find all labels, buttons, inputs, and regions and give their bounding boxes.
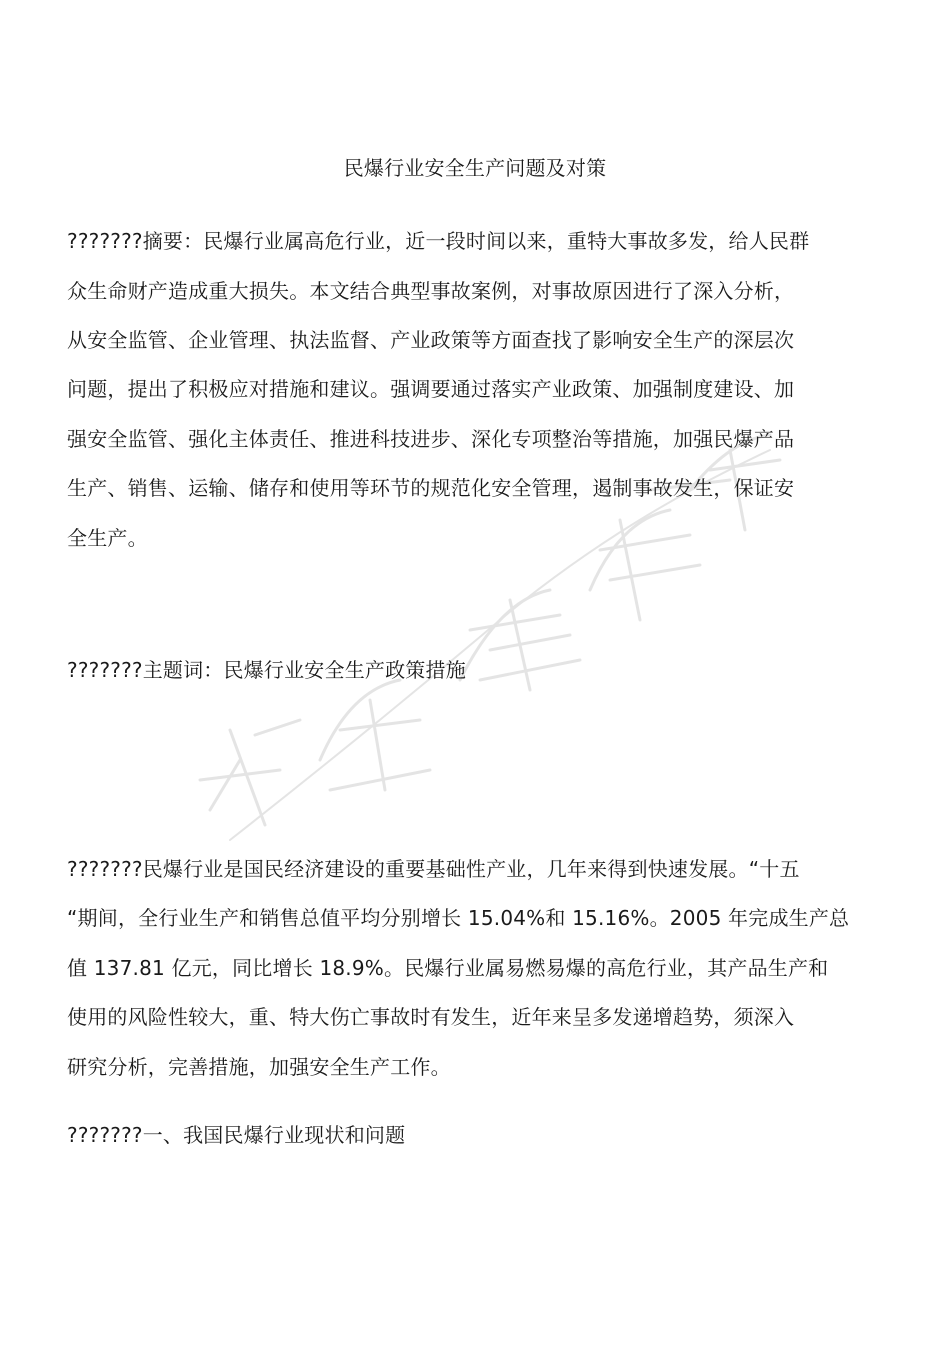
abstract-line-5: 强安全监管、强化主体责任、推进科技进步、深化专项整治等措施，加强民爆产品 bbox=[67, 427, 795, 451]
intro-line-3: 值 137.81 亿元，同比增长 18.9%。民爆行业属易燃易爆的高危行业，其产品生产和 bbox=[67, 956, 829, 980]
intro-line-4: 使用的风险性较大，重、特大伤亡事故时有发生，近年来呈多发递增趋势，须深入 bbox=[67, 1005, 795, 1029]
keywords-line: ???????主题词：民爆行业安全生产政策措施 bbox=[67, 658, 466, 682]
abstract-line-1: ???????摘要：民爆行业属高危行业，近一段时间以来，重特大事故多发，给人民群 bbox=[67, 229, 810, 253]
document-title: 民爆行业安全生产问题及对策 bbox=[343, 156, 607, 180]
intro-line-2: “期间，全行业生产和销售总值平均分别增长 15.04%和 15.16%。2005 年完成生产总 bbox=[67, 906, 850, 930]
abstract-line-6: 生产、销售、运输、储存和使用等环节的规范化安全管理，遏制事故发生，保证安 bbox=[67, 476, 795, 500]
abstract-line-4: 问题，提出了积极应对措施和建议。强调要通过落实产业政策、加强制度建设、加 bbox=[67, 377, 795, 401]
section-heading: ???????一、我国民爆行业现状和问题 bbox=[67, 1123, 406, 1147]
abstract-line-7: 全生产。 bbox=[67, 526, 148, 550]
intro-line-5: 研究分析，完善措施，加强安全生产工作。 bbox=[67, 1055, 451, 1079]
intro-line-1: ???????民爆行业是国民经济建设的重要基础性产业，几年来得到快速发展。“十五 bbox=[67, 857, 800, 881]
abstract-line-3: 从安全监管、企业管理、执法监督、产业政策等方面查找了影响安全生产的深层次 bbox=[67, 328, 795, 352]
abstract-line-2: 众生命财产造成重大损失。本文结合典型事故案例，对事故原因进行了深入分析， bbox=[67, 279, 795, 303]
